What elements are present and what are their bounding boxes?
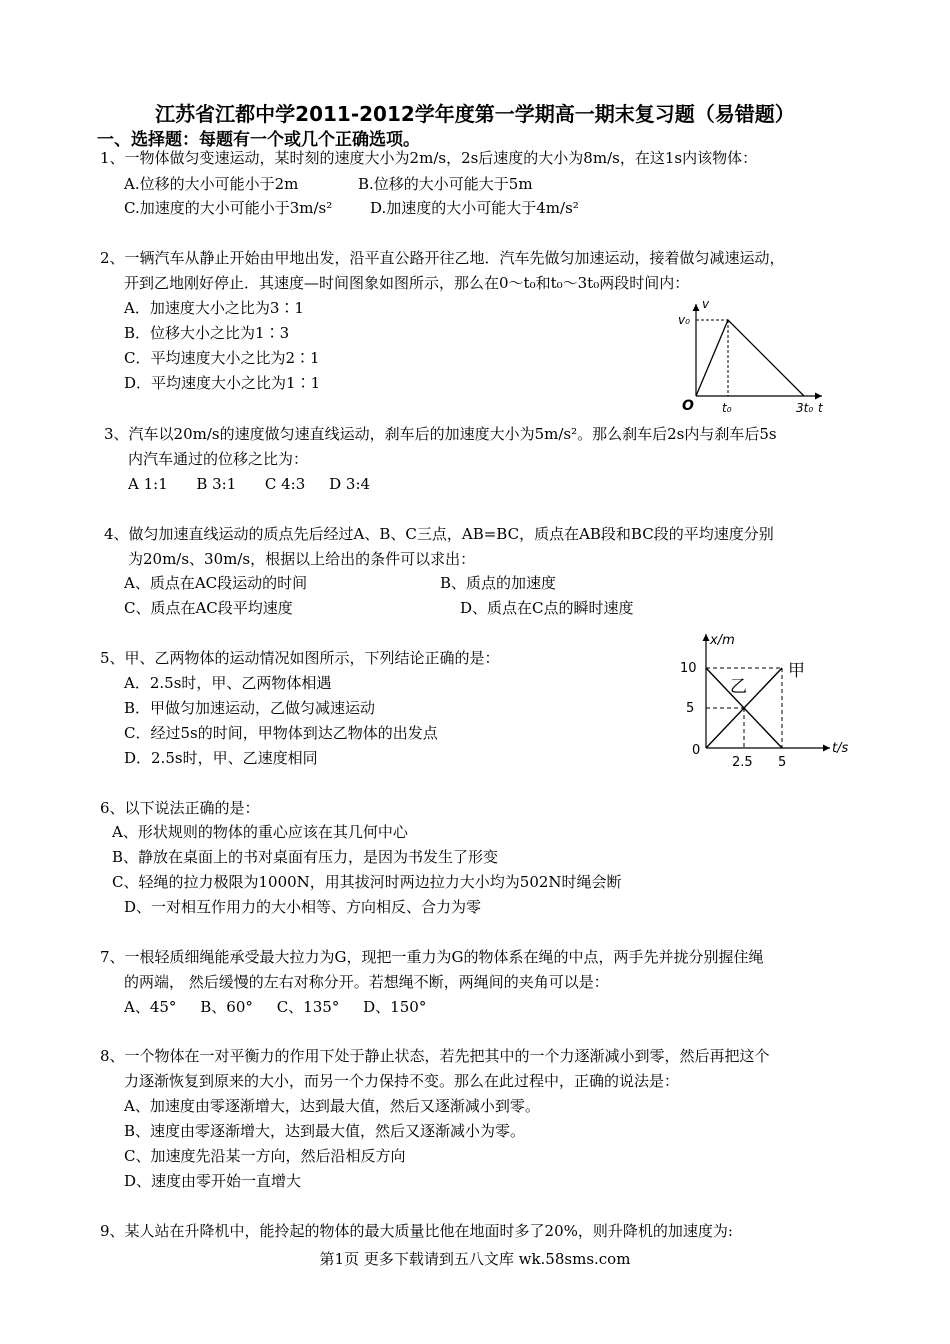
q4-option-d: D、质点在C点的瞬时速度 (460, 599, 634, 617)
q2-stem-line1: 2、一辆汽车从静止开始由甲地出发，沿平直公路开往乙地．汽车先做匀加速运动，接着做匀减速运动， (100, 249, 785, 267)
q5-option-b: B．甲做匀加速运动，乙做匀减速运动 (124, 699, 376, 717)
q5-y-label: x/m (710, 633, 735, 648)
q3-stem-line1: 3、汽车以20m/s的速度做匀速直线运动，刹车后的加速度大小为5m/s²。那么刹车后2s内与刹车后5s (104, 425, 777, 443)
q5-tick-10: 10 (680, 661, 697, 676)
q4-option-b: B、质点的加速度 (440, 574, 557, 592)
q6-option-a: A、形状规则的物体的重心应该在其几何中心 (112, 823, 408, 841)
q1-stem: 1、一物体做匀变速运动，某时刻的速度大小为2m/s，2s后速度的大小为8m/s，在这1s内该物体： (100, 149, 758, 167)
q2-velocity-line (696, 320, 804, 396)
q5-option-d: D．2.5s时，甲、乙速度相同 (124, 749, 318, 767)
q7-stem-line1: 7、一根轻质细绳能承受最大拉力为G，现把一重力为G的物体系在绳的中点，两手先并拢分别握住绳 (100, 948, 764, 966)
q5-tick-5s: 5 (778, 755, 787, 770)
q2-t0-label: t₀ (722, 401, 732, 415)
q5-label-yi: 乙 (730, 677, 747, 697)
q4-option-c: C、质点在AC段平均速度 (124, 599, 293, 617)
q9-stem: 9、某人站在升降机中，能拎起的物体的最大质量比他在地面时多了20%，则升降机的加速度为: (100, 1222, 733, 1240)
q5-tick-2p5: 2.5 (732, 755, 753, 770)
q2-origin-label: O (682, 398, 694, 414)
q3-options: A 1:1 B 3:1 C 4:3 D 3:4 (128, 475, 371, 493)
q2-option-c: C．平均速度大小之比为2∶1 (124, 349, 320, 367)
q1-option-b: B.位移的大小可能大于5m (358, 175, 533, 193)
q5-option-c: C．经过5s的时间，甲物体到达乙物体的出发点 (124, 724, 438, 742)
q5-position-time-graph (672, 628, 872, 770)
q2-option-d: D．平均速度大小之比为1∶1 (124, 374, 321, 392)
q5-origin: 0 (692, 743, 701, 758)
q8-option-c: C、加速度先沿某一方向，然后沿相反方向 (124, 1147, 406, 1165)
q6-option-b: B、静放在桌面上的书对桌面有压力，是因为书发生了形变 (112, 848, 499, 866)
q2-option-b: B．位移大小之比为1∶3 (124, 324, 290, 342)
q4-option-a: A、质点在AC段运动的时间 (124, 574, 308, 592)
q1-option-d: D.加速度的大小可能大于4m/s² (370, 199, 579, 217)
q6-stem: 6、以下说法正确的是： (100, 799, 260, 817)
q7-options: A、45° B、60° C、135° D、150° (124, 998, 427, 1016)
q2-v0-label: v₀ (678, 313, 690, 327)
q2-velocity-time-graph (672, 298, 832, 418)
q5-stem: 5、甲、乙两物体的运动情况如图所示，下列结论正确的是： (100, 649, 500, 667)
q2-option-a: A．加速度大小之比为3∶1 (124, 299, 304, 317)
q8-option-d: D、速度由零开始一直增大 (124, 1172, 302, 1190)
page-title: 江苏省江都中学2011-2012学年度第一学期高一期末复习题（易错题） (155, 102, 795, 126)
q4-stem-line1: 4、做匀加速直线运动的质点先后经过A、B、C三点，AB=BC，质点在AB段和BC段的平均速度分别 (104, 525, 774, 543)
q1-option-a: A.位移的大小可能小于2m (124, 175, 299, 193)
q1-option-c: C.加速度的大小可能小于3m/s² (124, 199, 333, 217)
q2-y-label: v (702, 298, 710, 311)
q2-x-label: t (818, 401, 823, 415)
page-footer: 第1页 更多下载请到五八文库 wk.58sms.com (319, 1250, 631, 1268)
q5-t-label: t/s (832, 741, 849, 756)
q6-option-c: C、轻绳的拉力极限为1000N，用其拔河时两边拉力大小均为502N时绳会断 (112, 873, 622, 891)
q5-tick-5: 5 (686, 701, 695, 716)
q8-option-b: B、速度由零逐渐增大，达到最大值，然后又逐渐减小为零。 (124, 1122, 526, 1140)
q8-stem-line1: 8、一个物体在一对平衡力的作用下处于静止状态，若先把其中的一个力逐渐减小到零，然后再把这个 (100, 1047, 770, 1065)
q8-stem-line2: 力逐渐恢复到原来的大小，而另一个力保持不变。那么在此过程中，正确的说法是： (124, 1072, 680, 1090)
q5-label-jia: 甲 (788, 661, 805, 681)
section-heading: 一、选择题：每题有一个或几个正确选项。 (97, 130, 420, 150)
q2-3t0-label: 3t₀ (796, 401, 814, 415)
q6-option-d: D、一对相互作用力的大小相等、方向相反、合力为零 (124, 898, 482, 916)
q2-stem-line2: 开到乙地刚好停止．其速度—时间图象如图所示，那么在0～t₀和t₀～3t₀两段时间内： (124, 274, 690, 292)
q4-stem-line2: 为20m/s、30m/s，根据以上给出的条件可以求出： (128, 550, 476, 568)
q3-stem-line2: 内汽车通过的位移之比为： (128, 450, 309, 468)
q8-option-a: A、加速度由零逐渐增大，达到最大值，然后又逐渐减小到零。 (124, 1097, 540, 1115)
q5-option-a: A．2.5s时，甲、乙两物体相遇 (124, 674, 332, 692)
q7-stem-line2: 的两端， 然后缓慢的左右对称分开。若想绳不断，两绳间的夹角可以是： (124, 973, 609, 991)
